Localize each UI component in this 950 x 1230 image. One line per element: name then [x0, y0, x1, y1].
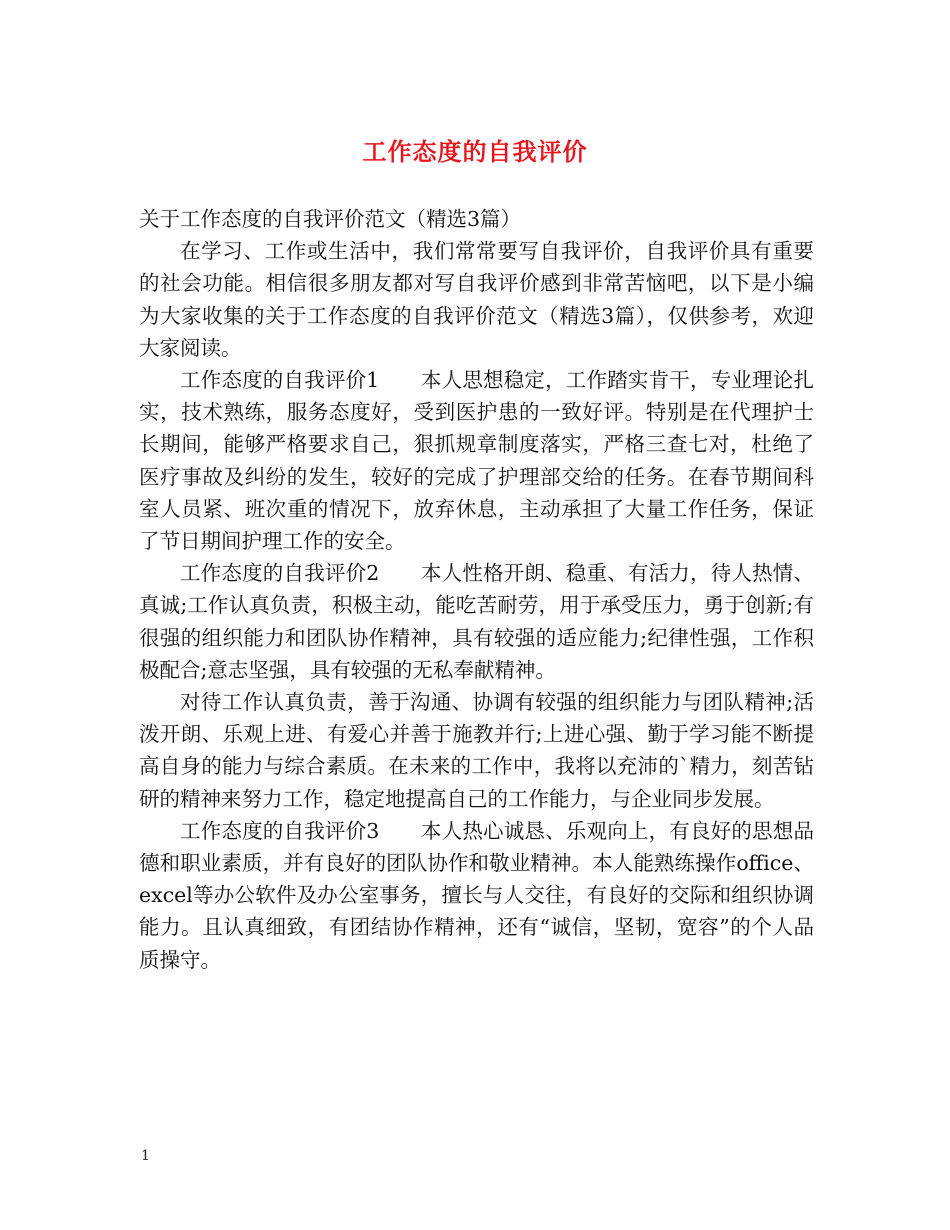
- paragraph-intro: 在学习、工作或生活中，我们常常要写自我评价，自我评价具有重要的社会功能。相信很多朋友都对写自我评价感到非常苦恼吧，以下是小编为大家收集的关于工作态度的自我评价范文（精选3篇），仅供参考，欢迎大家阅读。: [139, 239, 814, 360]
- paragraph-evaluation-2-continued: 对待工作认真负责，善于沟通、协调有较强的组织能力与团队精神;活泼开朗、乐观上进、有爱心并善于施教并行;上进心强、勤于学习能不断提高自身的能力与综合素质。在未来的工作中，我将以充沛的`精力，刻苦钻研的精神来努力工作，稳定地提高自己的工作能力，与企业同步发展。: [139, 690, 814, 811]
- paragraph-evaluation-1: 工作态度的自我评价1 本人思想稳定，工作踏实肯干，专业理论扎实，技术熟练，服务态度好，受到医护患的一致好评。特别是在代理护士长期间，能够严格要求自己，狠抓规章制度落实，严格三查七对，杜绝了医疗事故及纠纷的发生，较好的完成了护理部交给的任务。在春节期间科室人员紧、班次重的情况下，放弃休息，主动承担了大量工作任务，保证了节日期间护理工作的安全。: [139, 368, 814, 554]
- paragraph-evaluation-3: 工作态度的自我评价3 本人热心诚恳、乐观向上，有良好的思想品德和职业素质，并有良好的团队协作和敬业精神。本人能熟练操作office、excel等办公软件及办公室事务，擅长与人交往，有良好的交际和组织协调能力。且认真细致，有团结协作精神，还有“诚信，坚韧，宽容”的个人品质操守。: [139, 818, 814, 972]
- document-subtitle: 关于工作态度的自我评价范文（精选3篇）: [139, 207, 522, 231]
- page-number: 1: [141, 1148, 150, 1164]
- document-title: 工作态度的自我评价: [362, 137, 588, 166]
- document-body: [139, 203, 814, 976]
- paragraph-evaluation-2: 工作态度的自我评价2 本人性格开朗、稳重、有活力，待人热情、真诚;工作认真负责，积极主动，能吃苦耐劳，用于承受压力，勇于创新;有很强的组织能力和团队协作精神，具有较强的适应能力;纪律性强，工作积极配合;意志坚强，具有较强的无私奉献精神。: [139, 561, 814, 682]
